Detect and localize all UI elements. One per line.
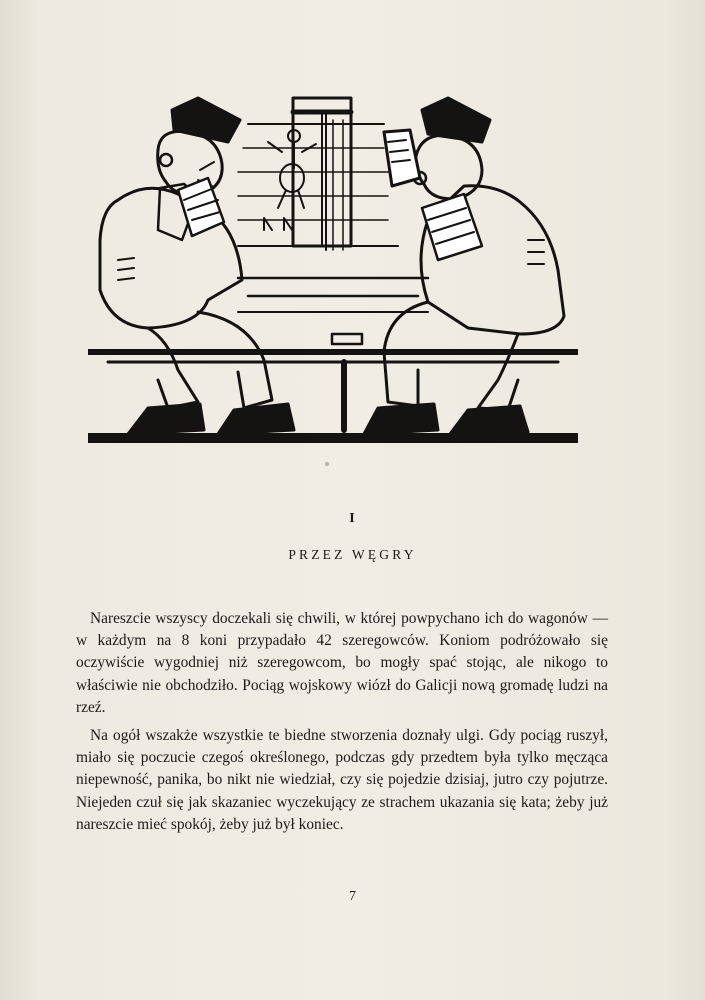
chapter-body (76, 608, 608, 842)
page-number: 7 (349, 889, 356, 904)
paper-speck (325, 462, 329, 466)
soldiers-playing-cards-illustration (88, 90, 578, 452)
chapter-number: I (349, 511, 356, 526)
chapter-title: PRZEZ WĘGRY (288, 547, 417, 562)
paragraph-1: Nareszcie wszyscy doczekali się chwili, w której powpychano ich do wagonów — w każdym na 8 koni przypadało 42 szeregowców. Koniom podróżowało się oczywiście wygodniej niż szeregowcom, bo mogły spać stojąc, ale nikogo to właściwie nie obchodziło. Pociąg wojskowy wiózł do Galicji nową gromadę ludzi na rzeź. (76, 610, 608, 716)
paragraph-2: Na ogół wszakże wszystkie te biedne stworzenia doznały ulgi. Gdy pociąg ruszył, miało się poczucie czegoś określonego, podczas gdy przedtem była tylko męcząca niepewność, panika, bo nikt nie wiedział, czy się pojedzie dzisiaj, jutro czy pojutrze. Niejeden czuł się jak skazaniec wyczekujący ze strachem ukazania się kata; żeby już nareszcie mieć spokój, żeby już był koniec. (76, 727, 608, 833)
